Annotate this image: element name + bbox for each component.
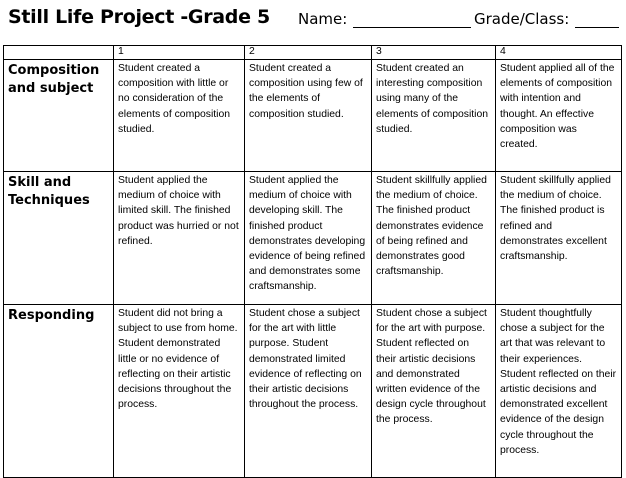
rubric-cell: Student created a composition with little or no consideration of the elements of composition studied. xyxy=(114,60,245,172)
rubric-cell: Student did not bring a subject to use from home. Student demonstrated little or no evidence of reflecting on their artistic decisions throughout the process. xyxy=(114,305,245,478)
rubric-row-skill xyxy=(4,172,622,305)
grade-class-blank-line[interactable] xyxy=(575,11,619,28)
corner-cell xyxy=(4,46,114,60)
rubric-header-row xyxy=(4,46,622,60)
level-header: 4 xyxy=(496,46,622,60)
grade-class-label: Grade/Class: xyxy=(474,10,570,28)
rubric-cell: Student created a composition using few of the elements of composition studied. xyxy=(245,60,372,172)
rubric-cell: Student applied the medium of choice with limited skill. The finished product was hurried or not refined. xyxy=(114,172,245,305)
rubric-cell: Student thoughtfully chose a subject for the art that was relevant to their experiences. Student reflected on their artistic decisions and demonstrated excellent evidence of the design cycle throughout the process. xyxy=(496,305,622,478)
level-header: 3 xyxy=(372,46,496,60)
rubric-table xyxy=(3,45,622,478)
level-header: 2 xyxy=(245,46,372,60)
rubric-cell: Student chose a subject for the art with little purpose. Student demonstrated limited evidence of reflecting on their artistic decisions throughout the process. xyxy=(245,305,372,478)
grade-class-field[interactable] xyxy=(474,10,619,28)
criterion-label: Skill and Techniques xyxy=(4,172,114,305)
criterion-label: Responding xyxy=(4,305,114,478)
rubric-cell: Student applied all of the elements of composition with intention and thought. An effective composition was created. xyxy=(496,60,622,172)
name-label: Name: xyxy=(298,10,348,28)
name-field[interactable] xyxy=(298,10,471,28)
rubric-cell: Student applied the medium of choice with developing skill. The finished product demonstrates developing evidence of being refined and demonstrates some craftsmanship. xyxy=(245,172,372,305)
level-header: 1 xyxy=(114,46,245,60)
rubric-row-composition xyxy=(4,60,622,172)
rubric-cell: Student chose a subject for the art with purpose. Student reflected on their artistic decisions and demonstrated written evidence of the design cycle throughout the process. xyxy=(372,305,496,478)
name-blank-line[interactable] xyxy=(353,11,471,28)
criterion-label: Composition and subject xyxy=(4,60,114,172)
document-header xyxy=(8,4,620,34)
rubric-row-responding xyxy=(4,305,622,478)
rubric-cell: Student skillfully applied the medium of choice. The finished product is refined and demonstrates excellent craftsmanship. xyxy=(496,172,622,305)
rubric-cell: Student created an interesting composition using many of the elements of composition studied. xyxy=(372,60,496,172)
page-title: Still Life Project -Grade 5 xyxy=(8,6,270,28)
rubric-cell: Student skillfully applied the medium of choice. The finished product demonstrates evidence of being refined and demonstrates good craftsmanship. xyxy=(372,172,496,305)
